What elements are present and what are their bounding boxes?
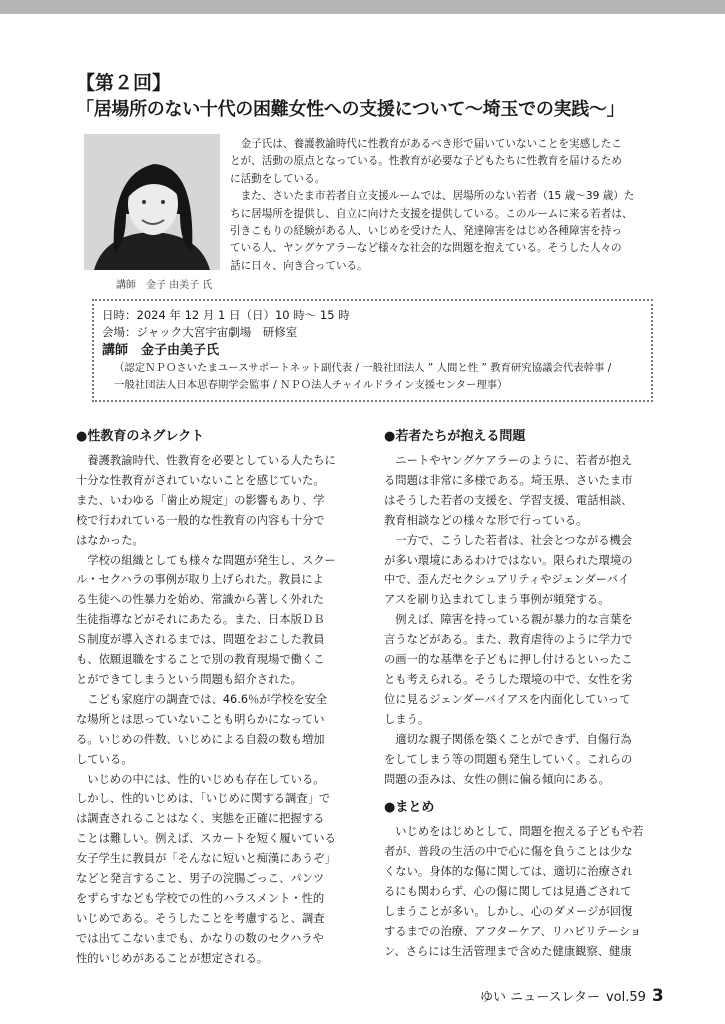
lecturer-credentials: 一般社団法人日本思春期学会監事 / ＮＰＯ法人チャイルドライン支援センター理事）	[114, 379, 508, 391]
body-paragraph: ニートやヤングケアラーのように、若者が抱え る問題は非常に多様である。埼玉県、さいたま市 はそうした若者の支援を、学習支援、電話相談、 教育相談などの様々な形で行っている。	[384, 454, 633, 527]
event-lecturer: 講師 金子由美子氏	[102, 343, 220, 358]
intro-paragraph: また、さいたま市若者自立支援ルームでは、居場所のない若者（15 歳～39 歳）た ちに居場所を提供し、自立に向けた支援を提供している。このルームに来る若者は、 引きこもりの経験がある人、いじめを受けた人、発達障害をはじめ各種障害を持っ ている人、ヤングケアラーなど様々な社会的な問題を抱えている。そうした人々の 話に日々、向き合っている。	[230, 190, 635, 272]
lecturer-credentials: （認定ＮＰＯさいたまユースサポートネット副代表 / 一般社団法人 ” 人間と性 ” 教育研究協議会代表幹事 /	[114, 362, 612, 374]
newsletter-name: ゆい ニュースレター	[480, 990, 600, 1005]
speaker-portrait-icon	[84, 134, 220, 270]
event-info-box	[92, 299, 653, 402]
volume-number: vol.59	[605, 990, 646, 1005]
speaker-photo	[84, 134, 220, 270]
right-column	[384, 428, 676, 962]
body-paragraph: 適切な親子関係を築くことができず、自傷行為 をしてしまう等の問題も発生していく。これらの 問題の歪みは、女性の側に偏る傾向にある。	[384, 732, 633, 786]
section-heading-youth: ●若者たちが抱える問題	[384, 429, 526, 444]
speaker-caption: 講師 金子 由美子 氏	[116, 280, 213, 291]
body-paragraph: 例えば、障害を持っている親が暴力的な言葉を 言うなどがある。また、教育虐待のように学力で の画一的な基準を子どもに押し付けるといったこ とも考えられる。そうした環境の中で、女性を劣 位に見るジェンダーバイアスを内面化していって しまう。	[384, 613, 633, 726]
body-paragraph: こども家庭庁の調査では、46.6％が学校を安全 な場所とは思っていないことも明らかになってい る。いじめの件数、いじめによる自殺の数も増加 している。	[76, 692, 328, 766]
intro-paragraph: 金子氏は、養護教諭時代に性教育があるべき形で届いていないことを実感したこ とが、活動の原点となっている。性教育が必要な子どもたちに性教育を届けるため に活動をしている。	[230, 138, 622, 185]
section-heading-neglect: ●性教育のネグレクト	[76, 429, 205, 444]
body-paragraph: 養護教諭時代、性教育を必要としている人たちに 十分な性教育がされていないことを感じていた。 また、いわゆる「歯止め規定」の影響もあり、学 校で行われている一般的な性教育の内容も十分で はなかった。	[76, 454, 336, 547]
body-paragraph: いじめの中には、性的いじめも存在している。 しかし、性的いじめは、「いじめに関する調査」で は調査されることはなく、実態を正確に把握する ことは難しい。例えば、スカートを短く履いている 女子学生に教員が「そんなに短いと痴漢にあうぞ」 などと発言すること、男子の浣腸ごっこ、パンツ をずらすなども学校での性的ハラスメント・性的 いじめである。そうしたことを考慮すると、調査 では出てこないまでも、かなりの数のセクハラや 性的いじめがあることが想定される。	[76, 772, 336, 965]
event-datetime: 日時：2024 年 12 月 1 日（日）10 時～ 15 時	[102, 308, 350, 322]
page-title: 「居場所のない十代の困難女性への支援について～埼玉での実践～」	[76, 99, 625, 120]
left-column	[76, 428, 366, 969]
body-paragraph: 一方で、こうした若者は、社会とつながる機会 が多い環境にあるわけではない。限られた環境の 中で、歪んだセクシュアリティやジェンダーバイ アスを刷り込まれてしまう事例が頻発する。	[384, 533, 633, 607]
session-number: 【第２回】	[76, 72, 172, 94]
page-footer	[480, 986, 700, 1006]
section-heading-summary: ●まとめ	[384, 800, 435, 816]
speaker-intro	[230, 136, 660, 275]
top-gray-bar	[0, 0, 725, 14]
body-paragraph: 学校の組織としても様々な問題が発生し、スクー ル・セクハラの事例が取り上げられた。教員によ る生徒への性暴力を始め、常識から著しく外れた 生徒指導などがそれにあたる。また、日本版ＤＢ Ｓ制度が導入されるまでは、問題をおこした教員 も、依願退職をすることで別の教育現場で働くこ とができてしまうという問題も紹介された。	[76, 553, 336, 686]
event-venue: 会場：ジャック大宮宇宙劇場 研修室	[102, 325, 298, 339]
body-paragraph: いじめをはじめとして、問題を抱える子どもや若 者が、普段の生活の中で心に傷を負うことは少な くない。身体的な傷に関しては、適切に治療され るにも関わらず、心の傷に関しては見過ごされて しまうことが多い。しかし、心のダメージが回復 するまでの治療、アフターケア、リハビリテーショ ン、さらには生活管理まで含めた健康観察、健康	[384, 825, 644, 958]
page-number: 3	[651, 986, 664, 1006]
